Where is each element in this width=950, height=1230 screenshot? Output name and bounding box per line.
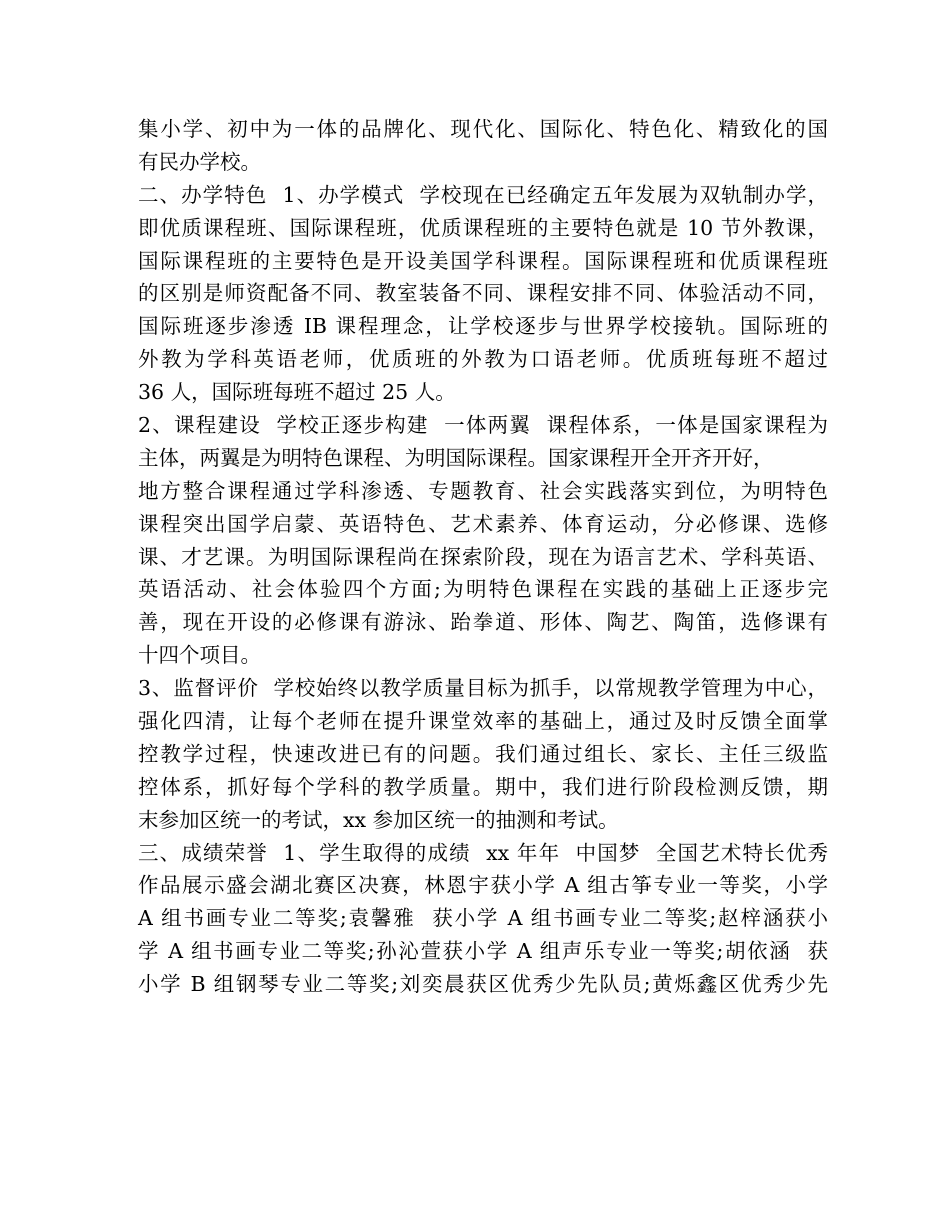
text-line: 控教学过程，快速改进已有的问题。我们通过组长、家长、主任三级监: [138, 741, 828, 766]
text-line: 控体系，抓好每个学科的教学质量。期中，我们进行阶段检测反馈，期: [138, 774, 828, 799]
text-line: 36 人，国际班每班不超过 25 人。: [138, 380, 456, 405]
text-line: 英语活动、社会体验四个方面;为明特色课程在实践的基础上正逐步完: [138, 577, 828, 602]
section-heading-line: 二、办学特色 1、办学模式 学校现在已经确定五年发展为双轨制办学，: [138, 182, 828, 207]
text-line: 十四个项目。: [138, 643, 261, 668]
text-line: 小学 B 组钢琴专业二等奖;刘奕晨获区优秀少先队员;黄烁鑫区优秀少先: [138, 972, 828, 997]
text-line: 外教为学科英语老师，优质班的外教为口语老师。优质班每班不超过: [138, 347, 828, 372]
section-heading-line: 三、成绩荣誉 1、学生取得的成绩 xx 年年 中国梦 全国艺术特长优秀: [138, 840, 828, 865]
text-line: 有民办学校。: [138, 149, 261, 174]
text-line: 主体，两翼是为明特色课程、为明国际课程。国家课程开全开齐开好，: [138, 445, 774, 470]
text-line: 集小学、初中为一体的品牌化、现代化、国际化、特色化、精致化的国: [138, 117, 828, 141]
text-line: 地方整合课程通过学科渗透、专题教育、社会实践落实到位，为明特色: [138, 478, 828, 503]
text-line: A 组书画专业二等奖;袁馨雅 获小学 A 组书画专业二等奖;赵梓涵获小: [138, 906, 828, 931]
text-line: 作品展示盛会湖北赛区决赛，林恩宇获小学 A 组古筝专业一等奖，小学: [138, 873, 828, 898]
text-line: 课程突出国学启蒙、英语特色、艺术素养、体育运动，分必修课、选修: [138, 511, 828, 536]
text-line: 即优质课程班、国际课程班，优质课程班的主要特色就是 10 节外教课，: [138, 215, 828, 240]
section-heading-line: 2、课程建设 学校正逐步构建 一体两翼 课程体系，一体是国家课程为: [138, 413, 828, 438]
text-line: 强化四清，让每个老师在提升课堂效率的基础上，通过及时反馈全面掌: [138, 709, 828, 734]
text-line: 善，现在开设的必修课有游泳、跆拳道、形体、陶艺、陶笛，选修课有: [138, 610, 828, 635]
text-line: 课、才艺课。为明国际课程尚在探索阶段，现在为语言艺术、学科英语、: [138, 544, 828, 569]
text-line: 国际课程班的主要特色是开设美国学科课程。国际课程班和优质课程班: [138, 248, 828, 273]
text-line: 国际班逐步渗透 IB 课程理念，让学校逐步与世界学校接轨。国际班的: [138, 314, 828, 339]
document-body: [138, 113, 828, 1001]
text-line: 末参加区统一的考试，xx 参加区统一的抽测和考试。: [138, 807, 619, 832]
text-line: 的区别是师资配备不同、教室装备不同、课程安排不同、体验活动不同，: [138, 281, 828, 306]
section-heading-line: 3、监督评价 学校始终以教学质量目标为抓手，以常规教学管理为中心，: [138, 676, 828, 701]
text-line: 学 A 组书画专业二等奖;孙沁萱获小学 A 组声乐专业一等奖;胡依涵 获: [138, 939, 828, 964]
